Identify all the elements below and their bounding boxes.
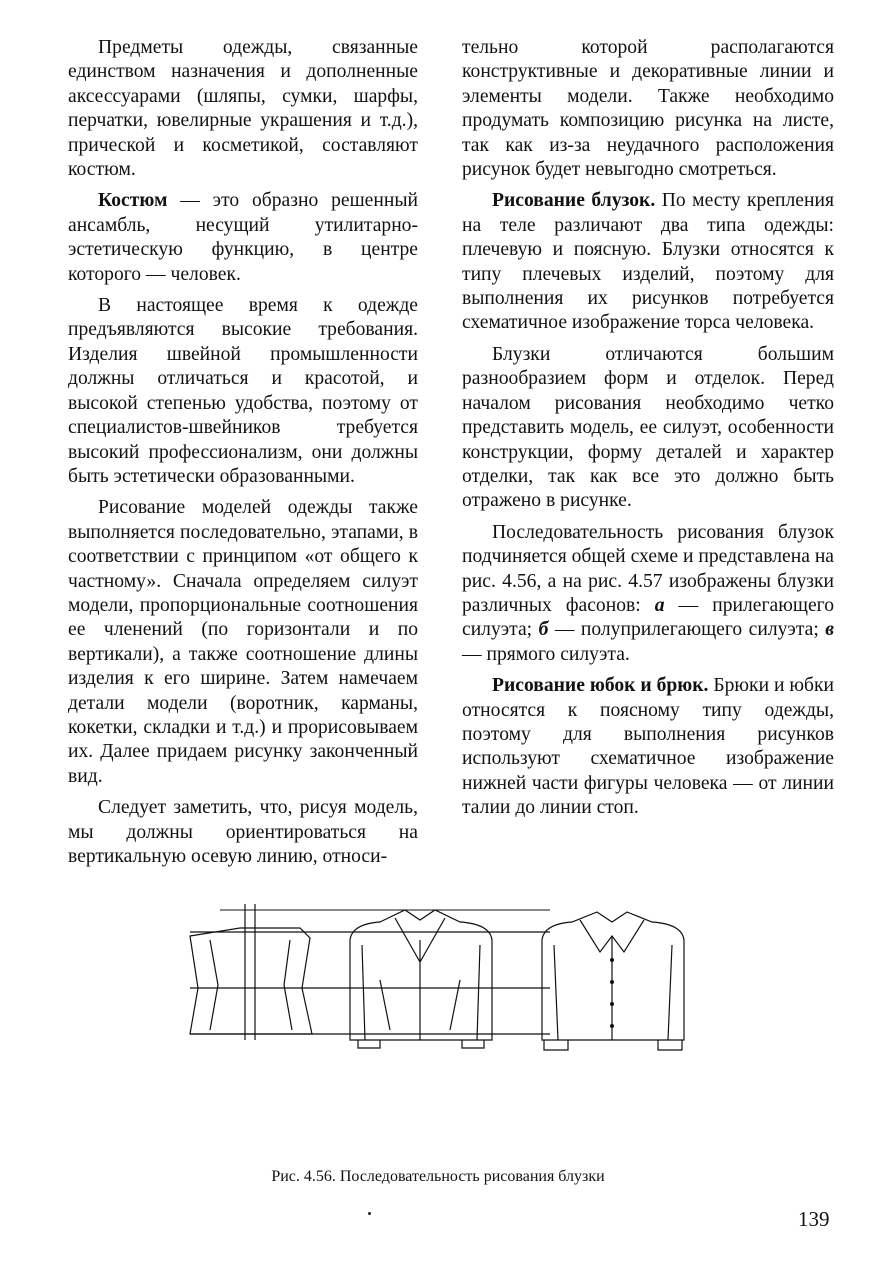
button-icon <box>610 1024 614 1028</box>
figure-letter-v: в <box>825 619 835 641</box>
blouse-finished-cuffs <box>544 1040 682 1050</box>
paragraph <box>462 189 834 335</box>
paragraph <box>68 189 418 287</box>
paragraph-text: — прилегающего силуэта; <box>462 594 834 641</box>
paragraph-text: — полуприлегающего силуэта; <box>548 619 826 641</box>
paragraph: тельно которой располагаются конструктивные и декоративные линии и элементы модели. Также необходимо продумать композицию рисунка на листе, так как из-за неудачного расположения рисунок будет невыгодно смотреться. <box>462 37 834 181</box>
paragraph: Следует заметить, что, рисуя модель, мы должны ориентироваться на вертикальную осевую линию, относи- <box>68 797 418 867</box>
left-text-column <box>68 36 418 876</box>
torso-schematic <box>190 928 312 1034</box>
paragraph-text: Последовательность рисования блузок подчиняется общей схеме и представлена на рис. 4.56, а на рис. 4.57 изображены блузки различных фасонов: <box>462 521 835 616</box>
blouse-finished-c <box>542 912 684 1040</box>
term-costume: Костюм <box>98 190 168 212</box>
paragraph <box>462 521 834 667</box>
torso-contour <box>210 940 292 1030</box>
paragraph: В настоящее время к одежде предъявляются высокие требования. Изделия швейной промышленности должны отличаться и красотой, и высокой степенью удобства, поэтому от специалистов-швейников требуется высокий профессионализм, они должны быть эстетически образованными. <box>68 295 418 487</box>
paragraph-text: — это образно решенный ансамбль, несущий утилитарно-эстетическую функцию, в центре которого — человек. <box>68 190 418 285</box>
paragraph <box>462 674 834 820</box>
figure-letter-b: б <box>538 619 549 641</box>
button-icon <box>610 980 614 984</box>
blouse-drawing-figure <box>180 900 720 1060</box>
button-icon <box>610 958 614 962</box>
blouse-cuffs <box>358 1040 484 1048</box>
figure-letter-a: а <box>654 594 665 616</box>
right-text-column <box>462 36 834 828</box>
paragraph-text: Брюки и юбки относятся к поясному типу одежды, поэтому для выполнения рисунков используют схематичное изображение нижней части фигуры человека — от линии талии до линии стоп. <box>462 675 834 819</box>
paragraph: Блузки отличаются большим разнообразием форм и отделок. Перед началом рисования необходимо четко представить модель, ее силуэт, особенности конструкции, форму деталей и характер отделки, так как все это должно быть отражено в рисунке. <box>462 343 834 512</box>
paragraph: Предметы одежды, связанные единством назначения и дополненные аксессуарами (шляпы, сумки, шарфы, перчатки, ювелирные украшения и т.д.), прической и косметикой, составляют костюм. <box>68 37 418 181</box>
paragraph-text: По месту крепления на теле различают два типа одежды: плечевую и поясную. Блузки относятся к типу плечевых изделий, поэтому для выполнения их рисунков потребуется схематичное изображение торса человека. <box>462 190 834 334</box>
heading-blouses: Рисование блузок. <box>492 190 656 212</box>
paragraph-text: — прямого силуэта. <box>462 643 630 665</box>
blouse-sketch-b <box>350 910 492 1040</box>
figure-caption: Рис. 4.56. Последовательность рисования блузки <box>271 1168 605 1185</box>
button-icon <box>610 1002 614 1006</box>
page-number: 139 <box>798 1207 830 1231</box>
blouse-collar-placket <box>395 918 445 1040</box>
print-speck <box>368 1212 371 1215</box>
heading-skirts-trousers: Рисование юбок и брюк. <box>492 675 709 697</box>
paragraph: Рисование моделей одежды также выполняется последовательно, этапами, в соответствии с принципом «от общего к частному». Сначала определяем силуэт модели, пропорциональные соотношения ее членений (по горизонтали и по вертикали), а также соотношение длины изделия к его ширине. Затем намечаем детали модели (воротник, карманы, кокетки, складки и т.д.) и прорисовываем их. Далее придаем рисунку законченный вид. <box>68 497 418 787</box>
